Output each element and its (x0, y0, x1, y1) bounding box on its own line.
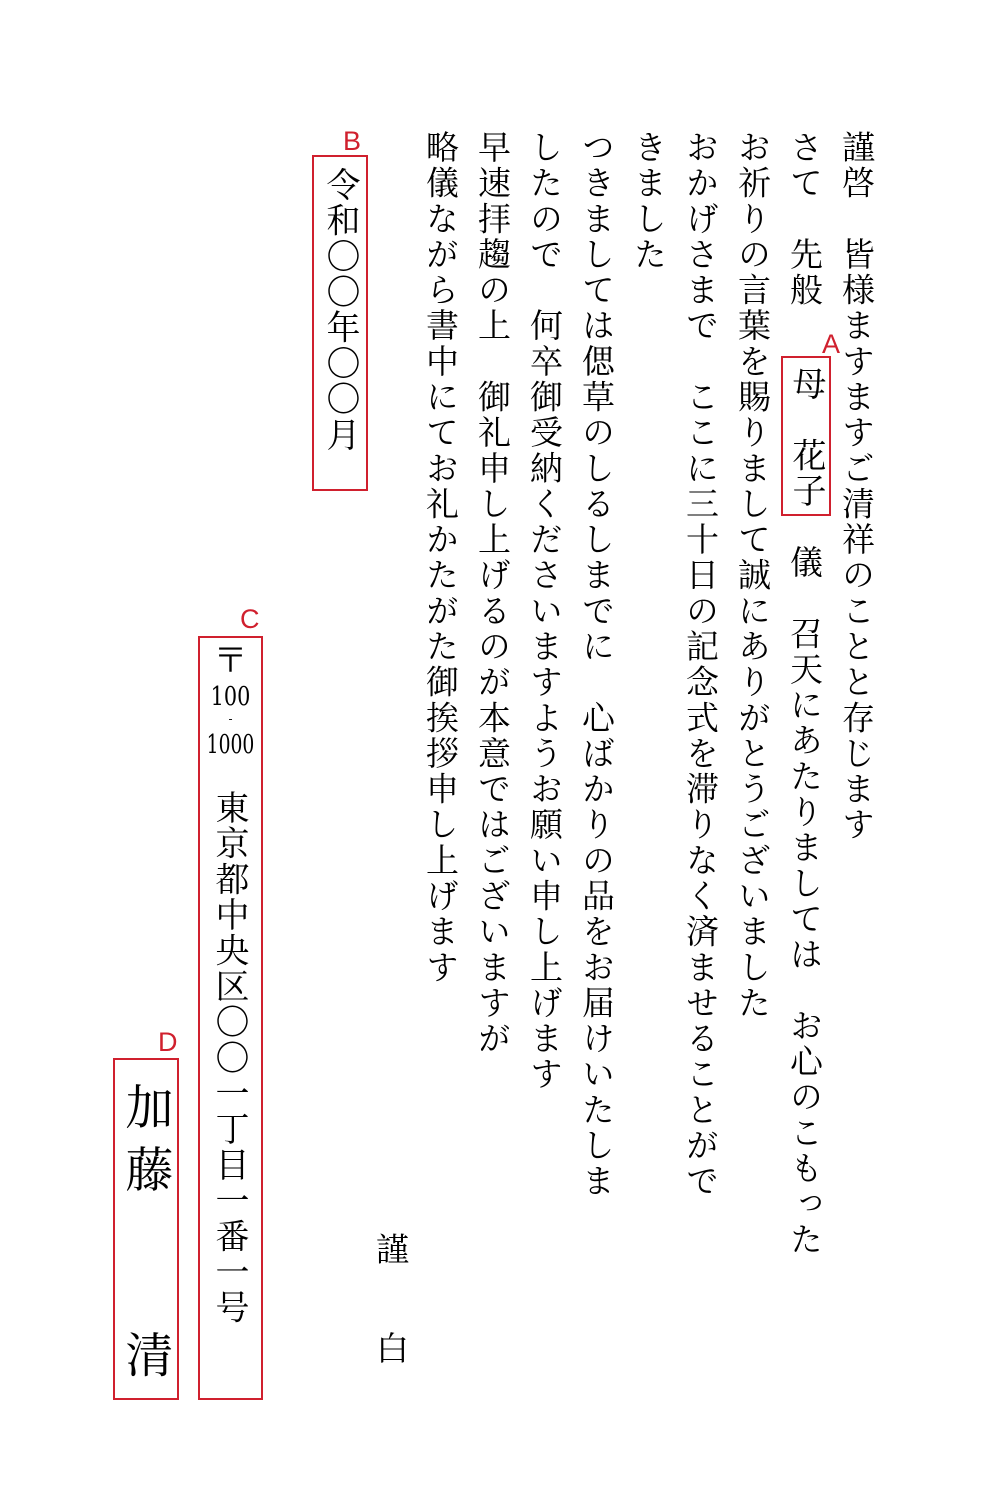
letter-line-8: 早速拝趨の上 御礼申し上げるのが本意ではございますが (473, 130, 512, 1057)
letter-line-4: おかげさまで ここに三十日の記念式を滞りなく済ませることがで (681, 130, 720, 1200)
deceased-name-box[interactable] (781, 356, 831, 516)
letter-line-9: 略儀ながら書中にてお礼かたがた御挨拶申し上げます (421, 130, 460, 986)
marker-c: C (240, 604, 260, 634)
letter-line-7: したので 何卒御受納くださいますようお願い申し上げます (525, 130, 564, 1093)
letter-line-5: きました (629, 130, 668, 273)
address-box[interactable] (198, 636, 263, 1400)
letter-line-6: つきましては偲草のしるしまでに 心ばかりの品をお届けいたしま (577, 130, 616, 1200)
marker-b: B (343, 126, 362, 156)
deceased-name: 母 花子 (786, 366, 826, 509)
letter-line-2-start: さて 先般 (785, 130, 824, 309)
zip-second: 1000 (206, 730, 255, 760)
marker-a: A (822, 329, 841, 359)
zip-first: 100 (210, 682, 251, 712)
date-box[interactable] (312, 155, 368, 491)
date-text: 令和〇〇年〇〇月 (320, 167, 360, 453)
closing-text: 謹 白 (371, 1232, 410, 1381)
letter-line-2-end: 儀 召天にあたりましては お心のこもった (785, 545, 824, 1258)
sender-given-name: 清 (117, 1330, 173, 1378)
sender-surname: 加藤 (117, 1082, 173, 1207)
letter-line-1: 謹啓 皆様ますますご清祥のことと存じます (837, 130, 876, 843)
zip-dash: - (228, 712, 233, 726)
postal-mark-icon: 〒 (213, 641, 248, 681)
marker-d: D (158, 1027, 178, 1057)
letter-line-3: お祈りの言葉を賜りまして誠にありがとうございました (733, 130, 772, 1021)
address-street: 東京都中央区〇〇一丁目一番一号 (209, 790, 249, 1326)
sender-name-box[interactable] (113, 1058, 179, 1400)
